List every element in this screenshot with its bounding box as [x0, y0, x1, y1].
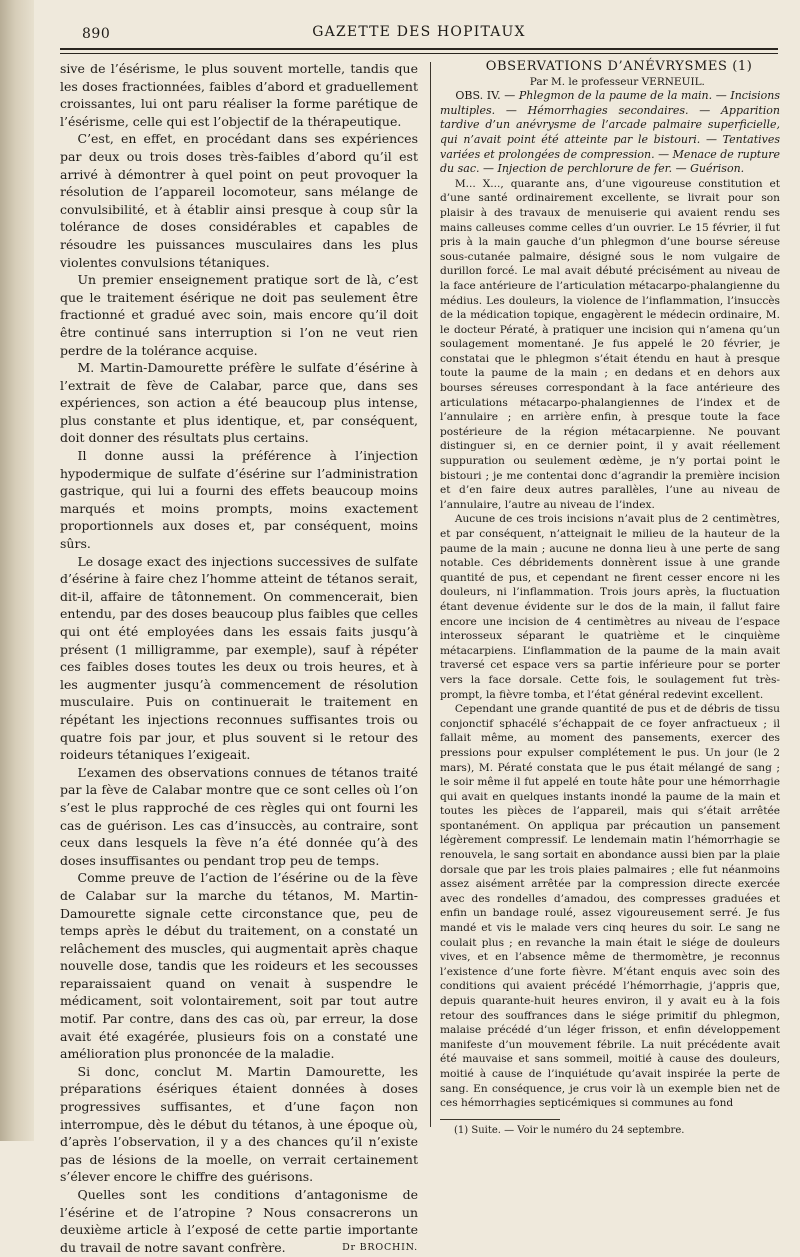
left-column [60, 60, 418, 1255]
paragraph: Il donne aussi la préférence à l’injection hypodermique de sulfate d’ésérine sur l’administration gastrique, qui lui a fourni des effets beaucoup moins marqués et moins prompts, moins exactement proportionnels aux doses et, par conséquent, moins sûrs. [60, 448, 418, 552]
article-byline: Par M. le professeur VERNEUIL. [529, 75, 705, 88]
paragraph: L’examen des observations connues de tétanos traité par la fève de Calabar montre que ce sont celles où l’on s’est le plus rapproché de ces règles qui ont fourni les cas de guérison. Les cas d’insuccès, au contraire, sont ceux dans lesquels la fève n’a été donnée qu’à des doses insuffisantes ou pendant trop peu de temps. [60, 764, 418, 868]
page-binding-shadow [0, 0, 34, 1141]
page-number: 890 [82, 26, 111, 42]
footnote-rule [440, 1119, 560, 1120]
right-column [440, 59, 780, 1136]
paragraph: C’est, en effet, en procédant dans ses expériences par deux ou trois doses très-faibles d’abord qu’il est arrivé à démontrer à quel point on peut provoquer la résolution de l’appareil locomoteur, sans mélange de convulsibilité, et à établir ainsi presque à coup sûr la tolérance de doses considérables et capables de résoudre les puissances musculaires dans les plus violentes convulsions tétaniques. [60, 131, 418, 270]
paragraph: M... X..., quarante ans, d’une vigoureuse constitution et d’une santé ordinairement excellente, se livrait pour son plaisir à des travaux de menuiserie qui avaient rendu ses mains calleuses comme celles d’un ouvrier. Le 15 février, il fut pris à la main gauche d’un phlegmon d’une bourse séreuse sous-cutanée palmaire, désigné sous le nom vulgaire de durillon forcé. Le mal avait débuté précisément au niveau de la face antérieure de l’articulation métacarpo-phalangienne du médius. Les douleurs, la violence de l’inflammation, l’insuccès de la médication topique, engagèrent le médecin ordinaire, M. le docteur Pératé, à pratiquer une incision qui n’amena qu’un soulagement momentané. Je fus appelé le 20 février, je constatai que le phlegmon s’était étendu en haut à presque toute la paume de la main ; en dedans et en dehors aux bourses séreuses correspondant à la face antérieure des articulations métacarpo-phalangiennes de l’index et de l’annulaire ; en arrière enfin, à presque toute la face postérieure de la région métacarpienne. Ne pouvant distinguer si, en ce dernier point, il y avait réellement suppuration ou seulement œdème, je n’y portai point le bistouri ; je me contentai donc d’agrandir la première incision et d’en faire deux autres parallèles, l’une au niveau de l’annulaire, l’autre au niveau de l’index. [440, 177, 780, 511]
paragraph: Aucune de ces trois incisions n’avait plus de 2 centimètres, et par conséquent, n’atteignait le milieu de la hauteur de la paume de la main ; aucune ne donna lieu à une perte de sang notable. Ces débridements donnèrent issue à une grande quantité de pus, et cependant ne firent cesser encore ni les douleurs, ni l’inflammation. Trois jours après, la fluctuation étant devenue évidente sur le dos de la main, il fallut faire encore une incision de 4 centimètres au niveau de l’espace interosseux séparant le quatrième et le cinquième métacarpiens. L’inflammation de la paume de la main avait traversé cet espace vers sa partie inférieure pour se porter vers la face dorsale. Cette fois, le soulagement fut très-prompt, la fièvre tomba, et l’état général redevint excellent. [440, 513, 780, 701]
paragraph: M. Martin-Damourette préfère le sulfate d’ésérine à l’extrait de fève de Calabar, parce que, dans ses expériences, son action a été beaucoup plus intense, plus constante et plus identique, et, par conséquent, doit donner des résultats plus certains. [60, 360, 418, 446]
author-signature: Dr BROCHIN. [342, 1242, 418, 1254]
page-header [60, 18, 778, 50]
paragraph: Si donc, conclut M. Martin Damourette, les préparations ésériques étaient données à doses progressives suffisantes, et d’une façon non interrompue, dès le début du tétanos, à une époque où, d’après l’observation, il y a des chances qu’il n’existe pas de lésions de la moelle, on verrait certainement s’élever encore le chiffre des guérisons. [60, 1063, 418, 1185]
paragraph: Quelles sont les conditions d’antagonisme de l’ésérine et de l’atropine ? Nous consacrerons un deuxième article à l’exposé de cette partie importante du travail de notre savant confrère. [60, 1187, 418, 1255]
case-number: OBS. IV. [455, 89, 501, 103]
paragraph: Le dosage exact des injections successives de sulfate d’ésérine à faire chez l’homme atteint de tétanos serait, dit-il, affaire de tâtonnement. On commencerait, bien entendu, par des doses beaucoup plus faibles que celles qui ont été employées dans les essais faits jusqu’à présent (1 milligramme, par exemple), sauf à répéter ces faibles doses toutes les deux ou trois heures, et à les augmenter jusqu’à commencement de résolution musculaire. Puis on continuerait le traitement en répétant les injections reconnues suffisantes trois ou quatre fois par jour, et plus souvent si le retour des roideurs tétaniques l’exigeait. [60, 553, 418, 763]
case-summary: — Phlegmon de la paume de la main. — Incisions multiples. — Hémorrhagies secondaires. — Apparition tardive d’un anévrysme de l’arcade palmaire superficielle, qui n’avait point été atteinte par le bistouri. — Tentatives variées et prolongées de compression. — Menace de rupture du sac. — Injection de perchlorure de fer. — Guérison. [440, 89, 780, 176]
header-rule [60, 53, 778, 54]
column-divider [430, 62, 431, 1127]
journal-title: GAZETTE DES HOPITAUX [312, 24, 526, 40]
case-heading [440, 89, 780, 177]
paragraph: sive de l’ésérisme, le plus souvent mortelle, tandis que les doses fractionnées, faibles d’abord et graduellement croissantes, lui ont paru réaliser la forme parétique de l’ésérisme, celle qui est l’objectif de la thérapeutique. [60, 61, 418, 129]
article-title: OBSERVATIONS D’ANÉVRYSMES (1) [485, 59, 753, 74]
paragraph: Comme preuve de l’action de l’ésérine ou de la fève de Calabar sur la marche du tétanos, M. Martin-Damourette signale cette circonstance que, peu de temps après le début du traitement, on a constaté un relâchement des muscles, qui augmentait après chaque nouvelle dose, tandis que les roideurs et les secousses reparaissaient quand on venait à suspendre le médicament, soit volontairement, soit par tout autre motif. Par contre, dans des cas où, par erreur, la dose avait été exagérée, plusieurs fois on a constaté une amélioration plus prononcée de la maladie. [60, 870, 418, 1062]
paragraph: Cependant une grande quantité de pus et de débris de tissu conjonctif sphacélé s’échappait de ce foyer anfractueux ; il fallait même, au moment des pansements, exercer des pressions pour expulser complétement le pus. Un jour (le 2 mars), M. Pératé constata que le pus était mélangé de sang ; le soir même il fut appelé en toute hâte pour une hémorrhagie qui avait en quelques instants inondé la paume de la main et toutes les pièces de l’appareil, mais qui s’était arrêtée spontanément. On appliqua par précaution un pansement légèrement compressif. Le lendemain matin l’hémorrhagie se renouvela, le sang sortait en abondance aussi bien par la plaie dorsale que par les trois plaies palmaires ; elle fut néanmoins assez aisément arrêtée par la compression directe exercée avec des rondelles d’amadou, des compresses graduées et enfin un bandage roulé, assez vigoureusement serré. Je fus mandé et vis le malade vers cinq heures du soir. Le sang ne coulait plus ; en revanche la main était le siége de douleurs vives, et en l’absence même de thermomètre, je reconnus l’existence d’une forte fièvre. M’étant enquis avec soin des conditions qui avaient précédé l’hémorrhagie, j’appris que, depuis quarante-huit heures environ, il y avait eu à la fois retour des souffrances dans le siége primitif du phlegmon, malaise précédé d’un léger frisson, et enfin développement manifeste d’un mouvement fébrile. La nuit précédente avait été mauvaise et sans sommeil, moitié à cause des douleurs, moitié à cause de l’inquiétude qu’avait inspirée la perte de sang. En conséquence, je crus voir là un exemple bien net de ces hémorrhagies septicémiques si communes au fond [440, 703, 780, 1110]
paragraph: Un premier enseignement pratique sort de là, c’est que le traitement ésérique ne doit pas seulement être fractionné et gradué avec soin, mais encore qu’il doit être continué sans interruption si l’on ne veut rien perdre de la tolérance acquise. [60, 272, 418, 358]
footnote: (1) Suite. — Voir le numéro du 24 septembre. [454, 1124, 685, 1136]
